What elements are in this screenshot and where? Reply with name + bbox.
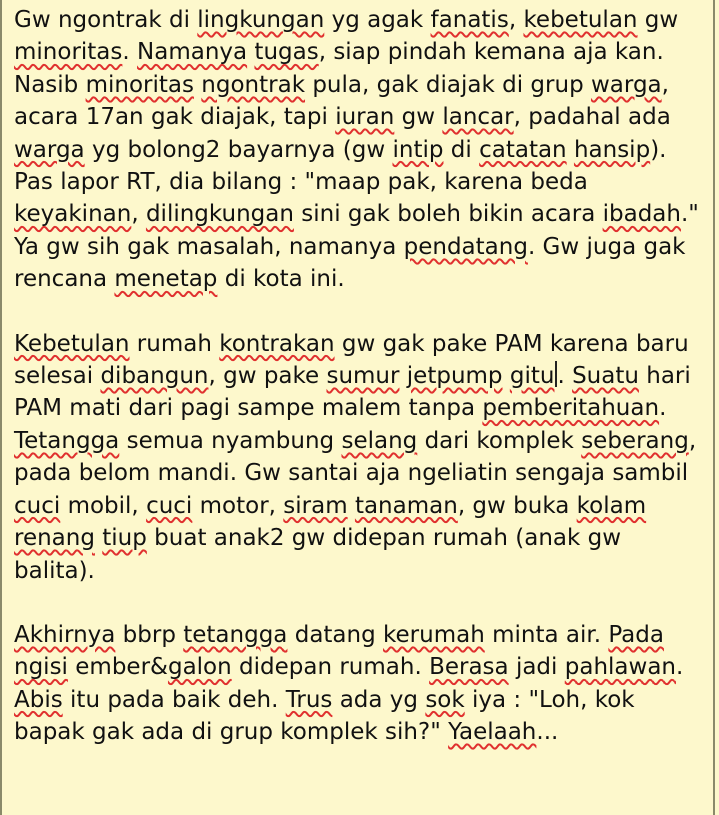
misspelled-word[interactable]: lingkungan [197,7,325,33]
misspelled-word[interactable]: sok [425,686,465,713]
misspelled-word[interactable]: Pada [608,621,664,648]
misspelled-word[interactable]: selang [341,427,418,454]
misspelled-word[interactable]: kerumah [383,621,485,648]
misspelled-word[interactable]: Namanya [137,39,248,66]
misspelled-word[interactable]: Akhirnya [14,621,116,648]
misspelled-word[interactable]: Yaelaah [448,719,537,746]
misspelled-word[interactable]: minoritas [14,39,123,66]
misspelled-word[interactable]: lancar [442,104,514,131]
misspelled-word[interactable]: iuran [335,104,395,131]
misspelled-word[interactable]: menetap [114,266,218,293]
paragraph-2: Kebetulan rumah kontrakan gw gak pake PAM karena baru selesai dibangun, gw pake sumur jetpump gitu . Suatu hari PAM mati dari pagi sampe malem tanpa pemberitahuan. Tetangga semua nyambung selang dari komplek seberang, pada belom mandi. Gw santai aja ngeliatin sengaja sambil cuci mobil, cuci motor, siram tanaman, gw buka kolam renang tiup buat anak2 gw didepan rumah (anak gw balita). [14,330,697,584]
misspelled-word[interactable]: tiup [102,525,147,552]
misspelled-word[interactable]: Abis [14,686,63,713]
misspelled-word[interactable]: galon [167,654,232,681]
misspelled-word[interactable]: pahlawan [564,654,676,681]
misspelled-word[interactable]: dibangun [100,363,209,390]
misspelled-word[interactable]: gitu [509,363,555,390]
paragraph-1: Gw ngontrak di lingkungan yg agak fanatis, kebetulan gw minoritas. Namanya tugas, siap pindah kemana aja kan. Nasib minoritas ngontrak pula, gak diajak di grup warga, acara 17an gak diajak, tapi iuran gw lancar, padahal ada warga yg bolong2 bayarnya (gw intip di catatan hansip). Pas lapor RT, dia bilang : "maap pak, karena beda keyakinan, dilingkungan sini gak boleh bikin acara ibadah." Ya gw sih gak masalah, namanya pendatang. Gw juga gak rencana menetap di kota ini. [14,7,699,293]
misspelled-word[interactable]: dilingkungan [145,201,294,228]
misspelled-word[interactable]: kontrakan [219,330,335,357]
misspelled-word[interactable]: minoritas [85,71,194,98]
misspelled-word[interactable]: kolam [576,492,647,519]
misspelled-word[interactable]: cuci [146,492,193,519]
misspelled-word[interactable]: Tetangga [14,427,120,454]
misspelled-word[interactable]: tetangga [183,621,288,648]
misspelled-word[interactable]: siram [283,492,348,519]
misspelled-word[interactable]: ngisi [14,654,68,681]
misspelled-word[interactable]: ngontrak [201,71,306,98]
misspelled-word[interactable]: tanaman [354,492,458,519]
misspelled-word[interactable]: ibadah [602,201,681,228]
text-cursor [555,361,557,387]
misspelled-word[interactable]: pemberitahuan [482,395,660,422]
misspelled-word[interactable]: seberang [581,427,689,454]
misspelled-word[interactable]: catatan [479,136,567,163]
paragraph-3: Akhirnya bbrp tetangga datang kerumah minta air. Pada ngisi ember&galon didepan rumah. Berasa jadi pahlawan. Abis itu pada baik deh. Trus ada yg sok iya : "Loh, kok bapak gak ada di grup komplek sih?" Yaelaah... [14,621,684,746]
misspelled-word[interactable]: kebetulan [523,7,638,33]
misspelled-word[interactable]: renang [14,525,95,552]
misspelled-word[interactable]: Kebetulan [14,330,130,357]
misspelled-word[interactable]: sumur [326,363,400,390]
misspelled-word[interactable]: Suatu [572,363,639,390]
misspelled-word[interactable]: warga [590,71,662,98]
misspelled-word[interactable]: warga [14,136,85,163]
misspelled-word[interactable]: Berasa [429,654,509,681]
misspelled-word[interactable]: Trus [285,686,333,713]
misspelled-word[interactable]: pendatang [403,233,528,260]
paragraph-gap [14,296,703,328]
misspelled-word[interactable]: jetpump [406,363,503,390]
misspelled-word[interactable]: intip [392,136,444,163]
misspelled-word[interactable]: tugas [254,39,319,66]
paragraph-gap [14,587,703,619]
misspelled-word[interactable]: hansip [573,136,651,163]
misspelled-word[interactable]: keyakinan [14,201,132,228]
misspelled-word[interactable]: cuci [14,492,61,519]
misspelled-word[interactable]: fanatis [430,7,509,33]
